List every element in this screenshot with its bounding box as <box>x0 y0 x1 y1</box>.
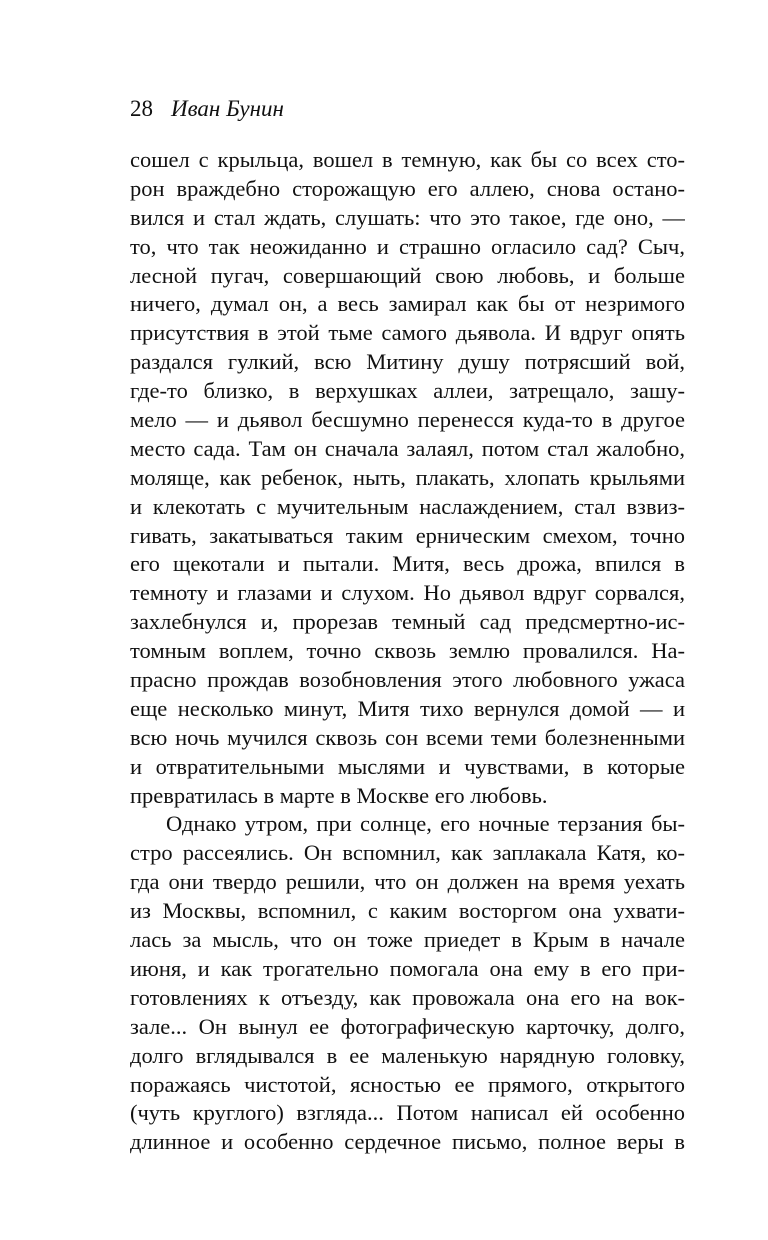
text-line: мело — и дьявол бесшумно перенесся куда-то в другое <box>130 407 685 433</box>
text-line: еще несколько минут, Митя тихо вернулся домой — и <box>130 695 685 721</box>
text-line: прасно прождав возобновления этого любовного ужаса <box>130 667 685 693</box>
author-name: Иван Бунин <box>171 96 284 121</box>
text-line: сошел с крыльца, вошел в темную, как бы со всех сто- <box>130 147 685 172</box>
text-line: длинное и особенно сердечное письмо, полное веры в <box>130 1129 685 1155</box>
running-head <box>130 94 284 124</box>
text-line: и клекотать с мучительным наслаждением, стал взвиз- <box>130 493 685 519</box>
text-line: долго вглядывался в ее маленькую нарядную головку, <box>130 1042 685 1068</box>
text-line: где-то близко, в верхушках аллеи, затрещало, зашу- <box>130 378 685 404</box>
text-line: превратилась в марте в Москве его любовь. <box>130 782 548 808</box>
text-line: Однако утром, при солнце, его ночные терзания бы- <box>166 811 685 837</box>
text-line: стро рассеялись. Он вспомнил, как заплакала Катя, ко- <box>130 840 685 866</box>
text-line: место сада. Там он сначала залаял, потом стал жалобно, <box>130 435 685 461</box>
text-line: зале... Он вынул ее фотографическую карточку, долго, <box>130 1013 685 1039</box>
text-line: (чуть круглого) взгляда... Потом написал ей особенно <box>130 1100 685 1126</box>
text-line: раздался гулкий, всю Митину душу потрясший вой, <box>130 349 685 375</box>
text-line: гда они твердо решили, что он должен на время уехать <box>130 869 685 895</box>
text-line: гивать, закатываться таким ерническим смехом, точно <box>130 522 685 548</box>
text-line: поражаясь чистотой, ясностью ее прямого, открытого <box>130 1071 685 1097</box>
text-line: готовлениях к отъезду, как провожала она его на вок- <box>130 984 685 1010</box>
text-line: томным воплем, точно сквозь землю провалился. На- <box>130 638 685 664</box>
text-line: моляще, как ребенок, ныть, плакать, хлопать крыльями <box>130 464 685 490</box>
text-line: темноту и глазами и слухом. Но дьявол вдруг сорвался, <box>130 580 685 606</box>
text-line: вился и стал ждать, слушать: что это такое, где оно, — <box>130 204 685 230</box>
text-line: его щекотали и пытали. Митя, весь дрожа, впился в <box>130 551 685 577</box>
text-line: всю ночь мучился сквозь сон всеми теми болезненными <box>130 724 685 750</box>
body-text <box>130 146 685 1157</box>
text-line: рон враждебно сторожащую его аллею, снова остано- <box>130 175 685 201</box>
text-line: присутствия в этой тьме самого дьявола. И вдруг опять <box>130 320 685 346</box>
page-number: 28 <box>130 96 153 121</box>
text-line: лась за мысль, что он тоже приедет в Крым в начале <box>130 927 685 953</box>
text-line: захлебнулся и, прорезав темный сад предсмертно-ис- <box>130 609 685 635</box>
text-line: из Москвы, вспомнил, с каким восторгом она ухвати- <box>130 898 685 924</box>
text-line: лесной пугач, совершающий свою любовь, и больше <box>130 262 685 288</box>
text-line: ничего, думал он, а весь замирал как бы от незримого <box>130 291 685 317</box>
text-line: то, что так неожиданно и страшно огласило сад? Сыч, <box>130 233 685 259</box>
text-line: июня, и как трогательно помогала она ему в его при- <box>130 955 685 981</box>
text-line: и отвратительными мыслями и чувствами, в которые <box>130 753 685 779</box>
